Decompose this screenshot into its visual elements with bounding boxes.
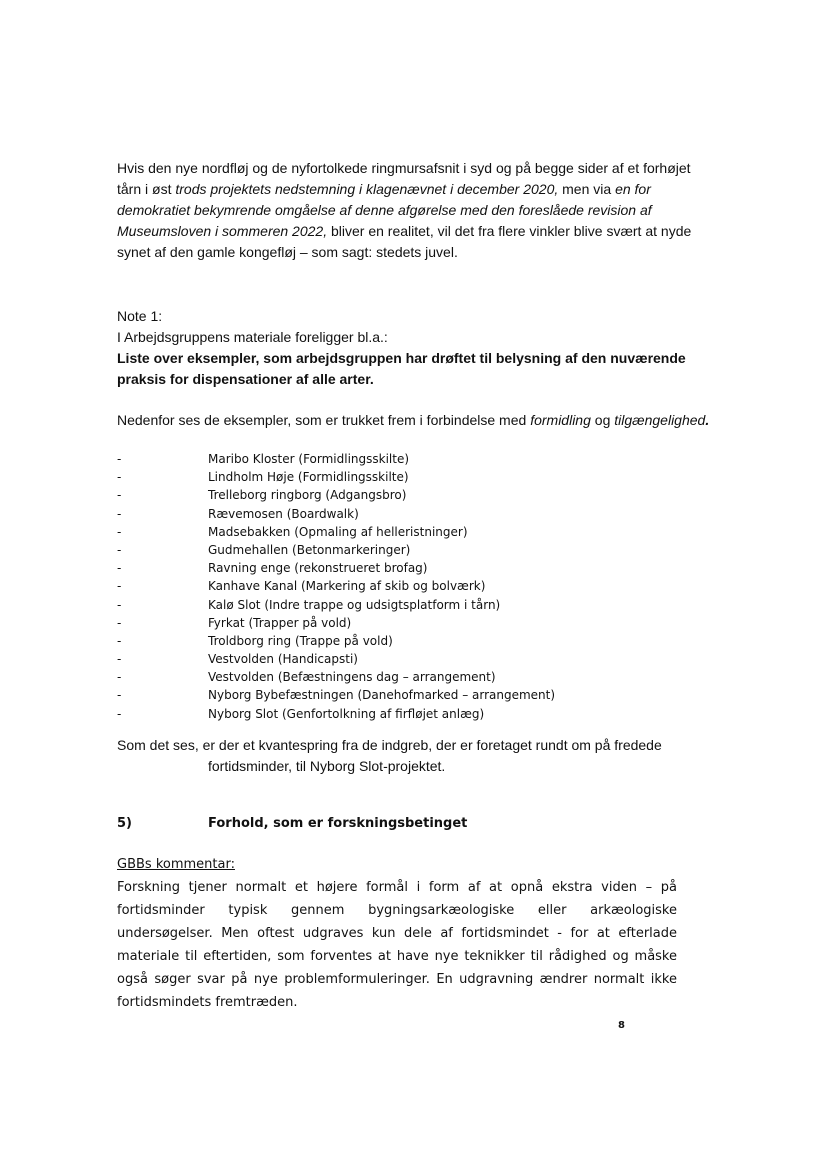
list-item: [117, 468, 717, 486]
list-item: [117, 686, 717, 704]
paragraph-text: bliver en realitet, vil det fra flere vinkler blive svært at nyde synet af den gamle kongefløj – som sagt: stedets juvel.: [117, 223, 692, 260]
list-dash: -: [117, 633, 122, 648]
list-item-text: Kalø Slot (Indre trappe og udsigtsplatform i tårn): [208, 597, 501, 612]
list-item: [117, 541, 717, 559]
gbb-heading: GBBs kommentar:: [117, 857, 235, 872]
intro-text: og: [590, 412, 615, 428]
list-dash: -: [117, 470, 122, 485]
list-item-text: Vestvolden (Befæstningens dag – arrangement): [208, 670, 496, 685]
list-item: [117, 486, 717, 504]
list-dash: -: [117, 506, 122, 521]
note-block: [117, 306, 717, 390]
list-item: [117, 650, 717, 668]
list-item-text: Ravning enge (rekonstrueret brofag): [208, 561, 428, 576]
examples-list: [117, 450, 717, 723]
list-item-text: Nyborg Bybefæstningen (Danehofmarked – arrangement): [208, 688, 556, 703]
list-item: [117, 559, 717, 577]
list-item-text: Rævemosen (Boardwalk): [208, 506, 359, 521]
paragraph-italic: trods projektets nedstemning i klagenævnet i december 2020,: [175, 181, 559, 197]
section-number: 5): [117, 816, 132, 831]
intro-paragraph: [117, 158, 717, 263]
list-item-text: Lindholm Høje (Formidlingsskilte): [208, 470, 409, 485]
list-dash: -: [117, 542, 122, 557]
intro-end: .: [705, 412, 710, 428]
paragraph-text: Hvis den nye nordfløj og de nyfortolkede ringmursafsnit i syd og på begge sider af et forhøjet tårn i øst: [117, 160, 691, 197]
list-item: [117, 450, 717, 468]
list-dash: -: [117, 524, 122, 539]
list-dash: -: [117, 652, 122, 667]
list-dash: -: [117, 670, 122, 685]
list-dash: -: [117, 615, 122, 630]
list-dash: -: [117, 688, 122, 703]
list-item-text: Gudmehallen (Betonmarkeringer): [208, 542, 411, 557]
list-dash: -: [117, 706, 122, 721]
intro-italic: formidling: [530, 412, 591, 428]
list-dash: -: [117, 452, 122, 466]
list-item: [117, 668, 717, 686]
list-item: [117, 523, 717, 541]
list-item: [117, 577, 717, 595]
list-dash: -: [117, 488, 122, 503]
conclusion-line-1: Som det ses, er der et kvantespring fra de indgreb, der er foretaget rundt om på fredede: [117, 737, 662, 753]
intro-italic: tilgængelighed: [614, 412, 706, 428]
gbb-comment: [117, 853, 677, 1014]
gbb-text: Forskning tjener normalt et højere formål i form af at opnå ekstra viden – på fortidsminder typisk gennem bygningsarkæologiske eller arkæologiske undersøgelser. Men oftest udgraves kun dele af fortidsmindet - for at efterlade materiale til eftertiden, som forventes at have nye teknikker til rådighed og måske også søger svar på nye problemformuleringer. En udgravning ændrer normalt ikke fortidsmindets fremtræden.: [117, 880, 677, 1010]
paragraph-text: men via: [558, 181, 616, 197]
section-title: Forhold, som er forskningsbetinget: [208, 816, 468, 831]
list-item-text: Trelleborg ringborg (Adgangsbro): [208, 488, 407, 503]
conclusion-line-2: fortidsminder, til Nyborg Slot-projektet.: [208, 758, 446, 774]
page-number: 8: [618, 1020, 625, 1031]
list-item: [117, 632, 717, 650]
conclusion-paragraph: [117, 735, 717, 777]
list-item-text: Kanhave Kanal (Markering af skib og bolværk): [208, 579, 486, 594]
list-dash: -: [117, 597, 122, 612]
list-item-text: Nyborg Slot (Genfortolkning af firfløjet anlæg): [208, 706, 485, 721]
examples-intro: [117, 410, 717, 431]
list-item-text: Madsebakken (Opmaling af helleristninger): [208, 524, 468, 539]
note-bold-text: Liste over eksempler, som arbejdsgruppen har drøftet til belysning af den nuværende praksis for dispensationer af alle arter.: [117, 350, 686, 387]
list-dash: -: [117, 579, 122, 594]
list-item-text: Fyrkat (Trapper på vold): [208, 615, 352, 630]
list-item: [117, 705, 717, 723]
intro-text: Nedenfor ses de eksempler, som er trukket frem i forbindelse med: [117, 412, 531, 428]
list-item-text: Maribo Kloster (Formidlingsskilte): [208, 452, 410, 466]
list-item-text: Vestvolden (Handicapsti): [208, 652, 358, 667]
note-label: Note 1:: [117, 308, 163, 324]
list-item-text: Troldborg ring (Trappe på vold): [208, 633, 393, 648]
paragraph-italic: en for demokratiet bekymrende omgåelse af denne afgørelse med den foreslåede revision af Museumsloven i sommeren 2022,: [117, 181, 652, 239]
list-item: [117, 596, 717, 614]
list-item: [117, 505, 717, 523]
note-line: I Arbejdsgruppens materiale foreligger bl.a.:: [117, 329, 388, 345]
list-dash: -: [117, 561, 122, 576]
list-item: [117, 614, 717, 632]
